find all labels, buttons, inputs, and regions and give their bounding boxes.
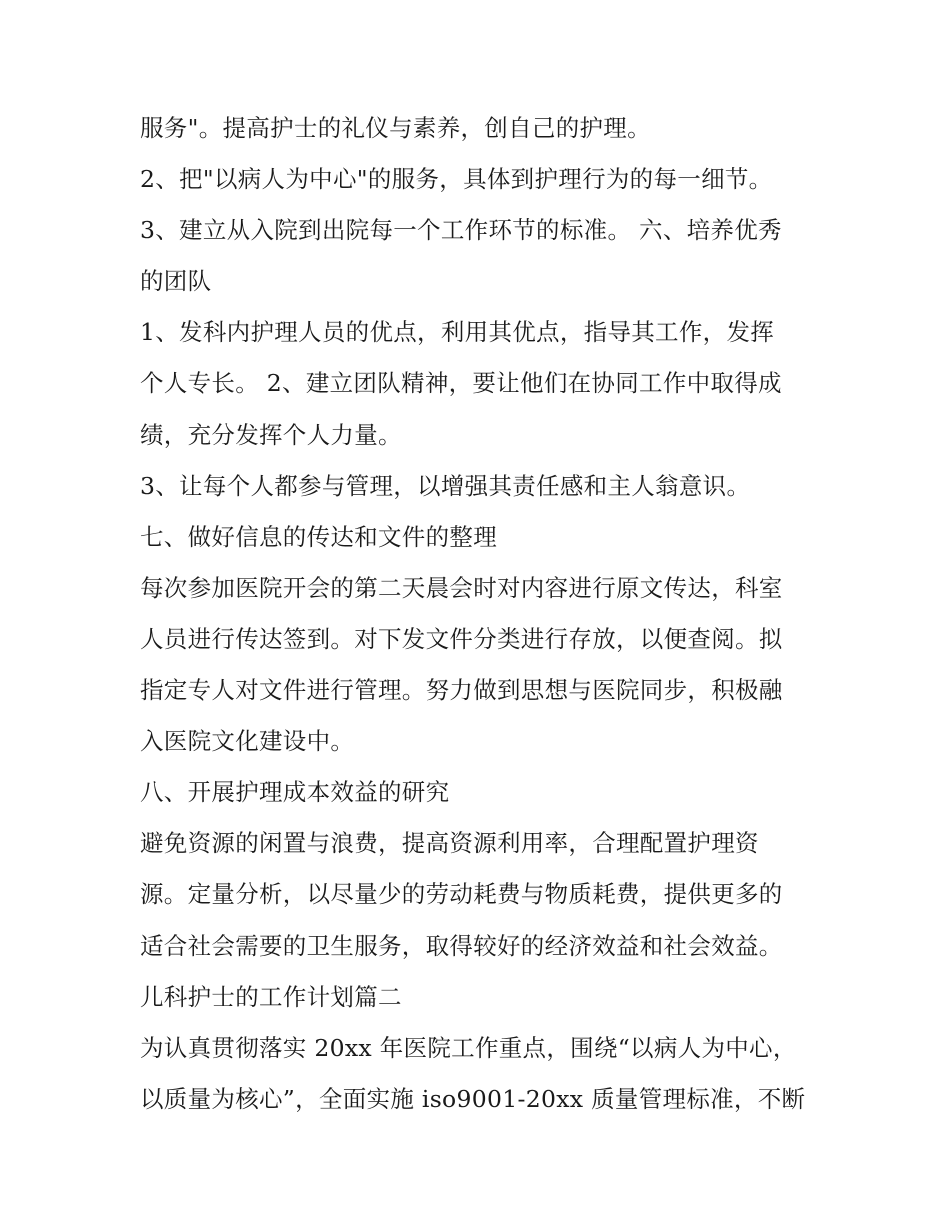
text-line: 绩，充分发挥个人力量。 bbox=[140, 420, 402, 449]
text-line: 1、发科内护理人员的优点，利用其优点，指导其工作，发挥 bbox=[140, 318, 775, 347]
text-line: 适合社会需要的卫生服务，取得较好的经济效益和社会效益。 bbox=[140, 931, 783, 960]
text-line: 以质量为核心”，全面实施 iso9001-20xx 质量管理标准，不断 bbox=[140, 1084, 806, 1113]
text-line: 为认真贯彻落实 20xx 年医院工作重点，围绕“以病人为中心， bbox=[140, 1033, 797, 1062]
text-line: 指定专人对文件进行管理。努力做到思想与医院同步，积极融 bbox=[140, 676, 783, 705]
text-line: 的团队 bbox=[140, 267, 212, 296]
text-line: 人员进行传达签到。对下发文件分类进行存放，以便查阅。拟 bbox=[140, 624, 783, 653]
text-line: 2、把"以病人为中心"的服务，具体到护理行为的每一细节。 bbox=[140, 165, 773, 194]
text-line: 每次参加医院开会的第二天晨会时对内容进行原文传达，科室 bbox=[140, 573, 783, 602]
text-line: 避免资源的闲置与浪费，提高资源利用率，合理配置护理资 bbox=[140, 829, 759, 858]
text-line: 入医院文化建设中。 bbox=[140, 727, 355, 756]
text-line: 3、建立从入院到出院每一个工作环节的标准。 六、培养优秀 bbox=[140, 216, 782, 245]
document-subtitle: 儿科护士的工作计划篇二 bbox=[140, 982, 402, 1011]
text-line: 个人专长。 2、建立团队精神，要让他们在协同工作中取得成 bbox=[140, 369, 782, 398]
section-heading: 七、做好信息的传达和文件的整理 bbox=[140, 522, 497, 551]
text-line: 源。定量分析，以尽量少的劳动耗费与物质耗费，提供更多的 bbox=[140, 880, 783, 909]
text-line: 服务"。提高护士的礼仪与素养，创自己的护理。 bbox=[140, 114, 651, 142]
text-line: 3、让每个人都参与管理，以增强其责任感和主人翁意识。 bbox=[140, 471, 751, 500]
section-heading: 八、开展护理成本效益的研究 bbox=[140, 778, 450, 807]
document-page bbox=[140, 103, 820, 1125]
